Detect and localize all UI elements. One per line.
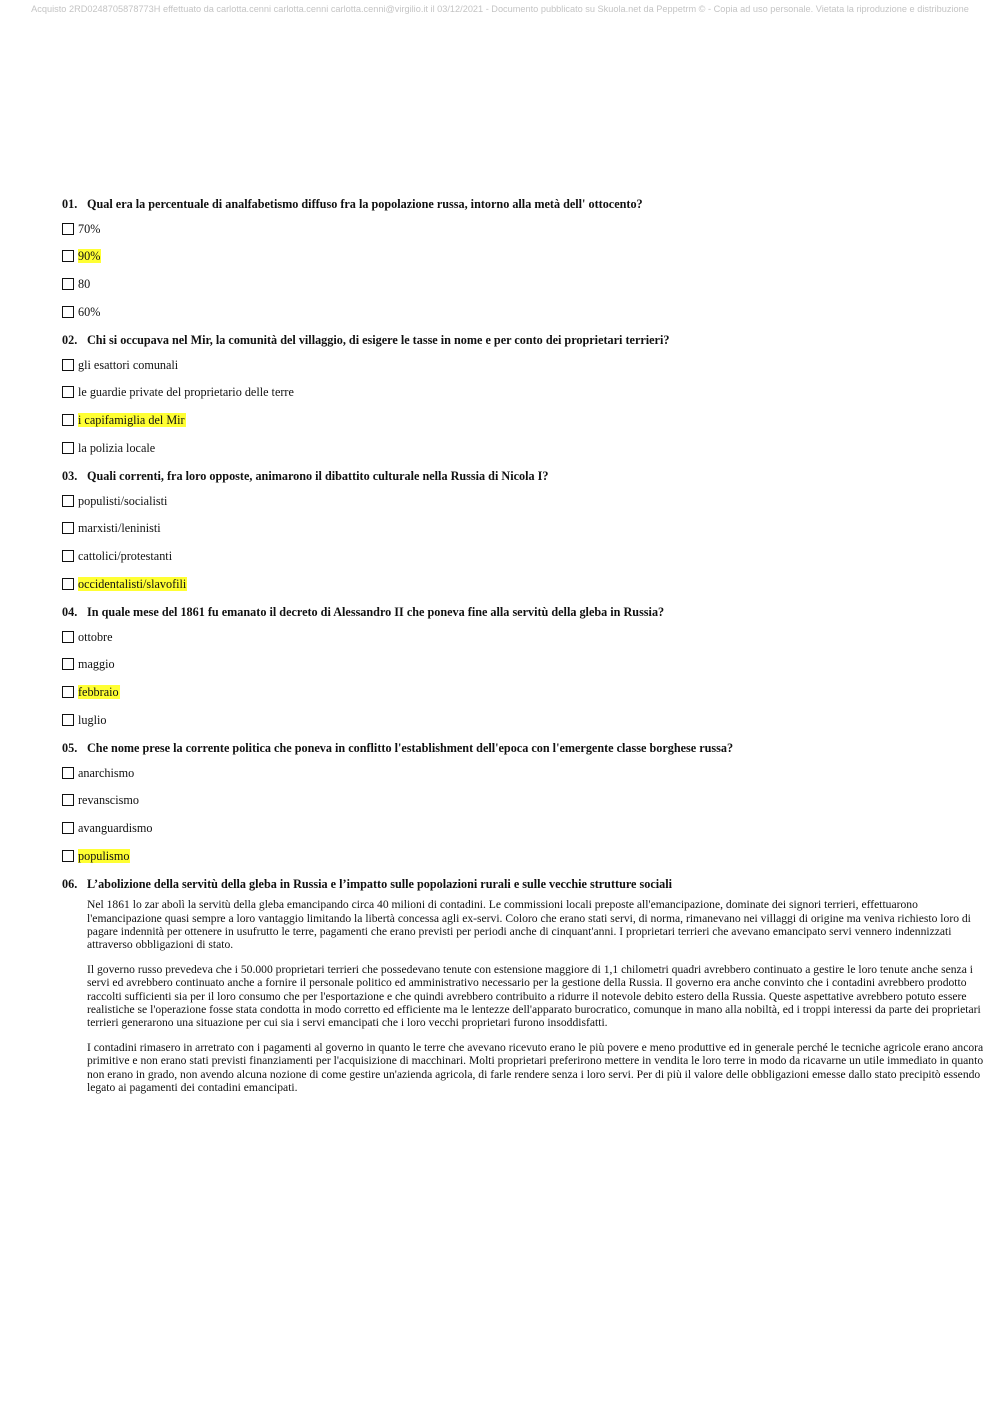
option-label-highlighted: i capifamiglia del Mir [78,412,185,427]
option-label: revanscismo [78,793,139,808]
option-label: la polizia locale [78,440,156,455]
option[interactable] [62,221,994,236]
checkbox[interactable] [62,442,74,454]
question-number: 01. [62,197,78,211]
essay-paragraph: I contadini rimasero in arretrato con i pagamenti al governo in quanto le terre che avevano ricevuto erano le più povere e meno produttive ed in generale perché le tecniche agricole erano ancora primitive e non erano stati previsti finanziamenti per l'acquisizione di macchinari. Molti proprietari preferirono mettere in vendita le loro terre in modo da ricavarne un utile immediato in quanto non erano in grado, non avendo alcuna nozione di come gestire un'azienda agricola, di farle rendere senza i loro servi. Per di più il valore delle obbligazioni emesse dallo stato precipitò essendo legato ai pagamenti dei contadini emancipati. [87,1041,984,1094]
question-number: 02. [62,333,78,348]
option[interactable] [62,249,994,264]
question-text: Quali correnti, fra loro opposte, animarono il dibattito culturale nella Russia di Nicola I? [87,469,549,484]
option[interactable] [62,304,994,319]
checkbox[interactable] [62,578,74,590]
checkbox[interactable] [62,306,74,318]
checkbox[interactable] [62,386,74,398]
checkbox[interactable] [62,550,74,562]
question-text: Chi si occupava nel Mir, la comunità del villaggio, di esigere le tasse in nome e per conto dei proprietari terrieri? [87,333,670,348]
option[interactable] [62,521,994,536]
option-label: 70% [78,221,101,236]
checkbox[interactable] [62,278,74,290]
checkbox[interactable] [62,250,74,262]
essay-question [62,877,994,1094]
essay-paragraph: Nel 1861 lo zar abolì la servitù della gleba emancipando circa 40 milioni di contadini. Le commissioni locali preposte all'emancipazione, dominate dei signori terrieri, effettuarono l'emancipazione quasi sempre a loro vantaggio limitando la libertà concessa agli ex-servi. Coloro che erano stati servi, di norma, rimanevano nei villaggi di origine ma veniva richiesto loro di pagare indennità per ottenere in usufrutto le terre, pagamenti che erano previsti per periodi anche di cinquant'anni. I proprietari terrieri che avevano emancipato servi vennero indennizzati attraverso obbligazioni di stato. [87,898,971,951]
checkbox[interactable] [62,522,74,534]
option-label: populisti/socialisti [78,493,168,508]
question-title [62,197,994,212]
question-title [62,605,994,620]
checkbox[interactable] [62,631,74,643]
option-label-highlighted: febbraio [78,685,119,700]
question-title [62,469,994,484]
checkbox[interactable] [62,414,74,426]
checkbox[interactable] [62,223,74,235]
question-number: 04. [62,605,78,620]
option-label: ottobre [78,629,113,644]
options-list [62,221,994,319]
option[interactable] [62,629,994,644]
question-text: Qual era la percentuale di analfabetismo diffuso fra la popolazione russa, intorno alla metà dell' ottocento? [87,197,643,211]
checkbox[interactable] [62,658,74,670]
option-label-highlighted: 90% [78,249,101,264]
question-5 [62,741,994,863]
question-text: In quale mese del 1861 fu emanato il decreto di Alessandro II che poneva fine alla servitù della gleba in Russia? [87,605,665,620]
question-number: 06. [62,877,78,892]
watermark-text: Acquisto 2RD0248705878773H effettuato da carlotta.cenni carlotta.cenni carlotta.cenni@virgilio.it il 03/12/2021 - Documento pubblicato su Skuola.net da Peppetrm © - Copia ad uso personale. Vietata la riproduzione e distribuzione [31,4,969,14]
question-3 [62,469,994,591]
question-title [62,877,994,892]
question-title [62,741,994,756]
option-label: le guardie private del proprietario delle terre [78,385,294,400]
option-label: gli esattori comunali [78,357,179,372]
option-label: luglio [78,712,107,727]
checkbox[interactable] [62,495,74,507]
option-label: maggio [78,657,115,672]
question-1 [62,197,994,319]
option[interactable] [62,493,994,508]
option[interactable] [62,440,994,455]
option[interactable] [62,549,994,564]
question-4 [62,605,994,727]
option-label: cattolici/protestanti [78,549,173,563]
checkbox[interactable] [62,794,74,806]
checkbox[interactable] [62,767,74,779]
option[interactable] [62,576,994,591]
option-label: anarchismo [78,765,135,780]
options-list [62,493,994,591]
question-number: 03. [62,469,78,484]
option[interactable] [62,765,994,780]
option[interactable] [62,821,994,836]
question-text: Che nome prese la corrente politica che poneva in conflitto l'establishment dell'epoca con l'emergente classe borghese russa? [87,741,734,756]
checkbox[interactable] [62,686,74,698]
option-label: 80 [78,276,91,291]
option-label-highlighted: populismo [78,848,130,863]
option[interactable] [62,357,994,372]
option[interactable] [62,712,994,727]
question-title [62,333,994,348]
checkbox[interactable] [62,714,74,726]
option[interactable] [62,412,994,427]
question-text: L’abolizione della servitù della gleba in Russia e l’impatto sulle popolazioni rurali e sulle vecchie strutture sociali [87,877,672,892]
option[interactable] [62,276,994,291]
option[interactable] [62,685,994,700]
question-number: 05. [62,741,78,756]
option-label: 60% [78,304,101,319]
options-list [62,765,994,863]
option[interactable] [62,385,994,400]
quiz-content [62,197,994,1106]
checkbox[interactable] [62,822,74,834]
option-label-highlighted: occidentalisti/slavofili [78,576,187,591]
option[interactable] [62,793,994,808]
options-list [62,629,994,727]
question-2 [62,333,994,455]
checkbox[interactable] [62,850,74,862]
option[interactable] [62,657,994,672]
options-list [62,357,994,455]
option-label: avanguardismo [78,821,153,836]
checkbox[interactable] [62,359,74,371]
essay-paragraph: Il governo russo prevedeva che i 50.000 proprietari terrieri che possedevano tenute con estensione maggiore di 1,1 chilometri quadri avrebbero continuato a gestire le loro tenute anche senza i servi ed avrebbero continuato anche a fornire il personale politico ed amministrativo necessario per la gestione della Russia. Il governo era anche convinto che i contadini avrebbero prodotto raccolti sufficienti sia per il loro consumo che per l'esportazione e che quindi avrebbero contribuito a ridurre il notevole debito estero della Russia. Queste aspettative avrebbero potuto essere realistiche se l'operazione fosse stata condotta in modo corretto ed efficiente ma le lentezze dell'apparato burocratico, comunque in mano alla nobiltà, ed i troppi interessi da parte dei proprietari terrieri generarono una situazione per cui sia i servi emancipati che i loro vecchi proprietari furono insoddisfatti. [87,963,981,1029]
option[interactable] [62,848,994,863]
option-label: marxisti/leninisti [78,521,161,536]
